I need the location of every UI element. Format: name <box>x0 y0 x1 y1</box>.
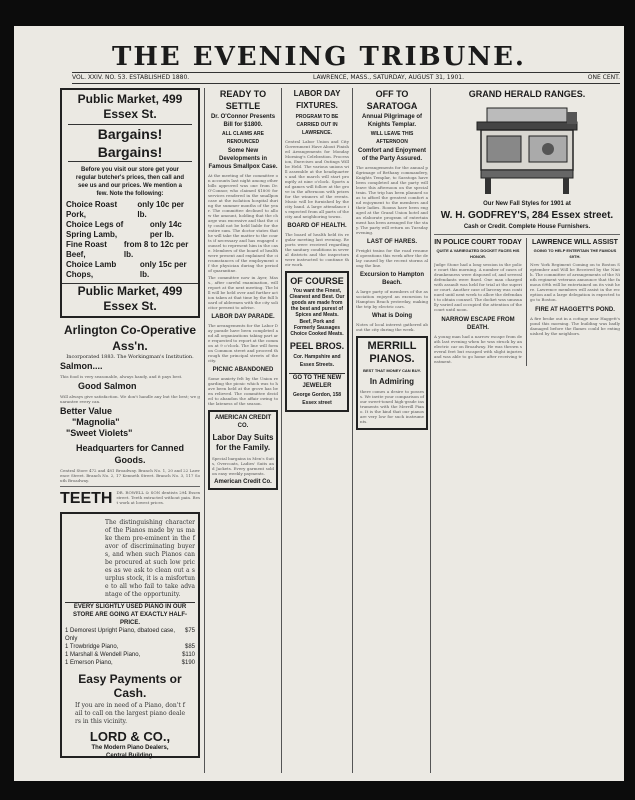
market-item: Fine Roast Beef, from 8 to 12c per lb. <box>66 240 189 259</box>
peel-address: Cor. Hampshire and Essex Streets. <box>293 354 341 368</box>
date-label: LAWRENCE, MASS., SATURDAY, AUGUST 31, 1901. <box>312 74 464 81</box>
better-value-heading: Better Value <box>60 406 113 416</box>
piano-item: 1 Demorest Upright Piano, dbatoed case, Only $75 <box>65 628 195 642</box>
article-subhead: Comfort and Enjoyment of the Party Assured. <box>357 148 426 162</box>
column-divider <box>352 88 353 773</box>
filler-text: Central Store 472 and 481 Broadway. Branch No. 1, 20 and 22 Lawrence Street. Branch No. 2, 17 Kenneth Street. Branch No. 3, 117 South Broadway. <box>60 468 200 483</box>
news-column-4 <box>356 88 428 773</box>
market-name-top: Public Market, 499 Essex St. <box>77 92 183 121</box>
filler-text: DR. ROWELL & SON dentists 294 Essex street. Teeth extracted without pain. Best work at lowest prices. <box>116 490 200 505</box>
piano-intro: The distinguishing character of the Pianos made by us make them pre-eminent in the favor of discriminating buyers, and when such Pianos can be procured at such low prices as we ask to clean out a surplus stock, it is a misfortune to all who fail to take advantage of the opportunity. <box>105 519 195 598</box>
labor-day-parade-heading: LABOR DAY PARADE. <box>211 314 275 320</box>
excursion-heading: Excursion to Hampton Beach. <box>359 272 424 286</box>
article-body: The board of health held its regular meeting last evening. Reports were received regarding the sanitary conditions in several districts and the inspectors were instructed to continue their work. <box>285 232 349 267</box>
of-course-heading: OF COURSE <box>290 276 344 286</box>
column-divider <box>281 88 282 773</box>
article-body: Notes of local interest gathered about the city during the week. <box>356 322 428 332</box>
teeth-ad <box>60 490 200 508</box>
canned-goods-heading: Headquarters for Canned Goods. <box>75 443 185 465</box>
article-subhead: ALL CLAIMS ARE RENOUNCED <box>222 131 264 145</box>
price-label: ONE CENT. <box>587 74 620 81</box>
credit-text: Special bargains in Men's Suits, Overcoats, Ladies' Suits and Jackets. Every garment sold on easy weekly payments. <box>212 456 274 476</box>
doing-heading: What is Doing <box>372 313 412 319</box>
piano-offer: If you are in need of a Piano, don't fail to call on the largest piano dealers in this vicinity. <box>75 702 185 725</box>
merrill-heading: MERRILL PIANOS. <box>367 340 417 365</box>
jeweler-subtitle: George Gordon, 158 Essex street <box>292 392 342 406</box>
column-divider <box>430 88 431 773</box>
piano-ad <box>60 512 200 758</box>
article-body: New York Regiment Coming on to Boston September and Will be Received by the Ninth. The committee of arrangements of the Ninth regiment veterans announce that the famous 69th will be entertained on its visit here. Lawrence members will assist in the reception and a large delegation is expected to go to Boston. <box>530 262 620 302</box>
market-name-bottom: Public Market, 499 Essex St. <box>62 283 198 314</box>
good-salmon-heading: Good Salmon <box>78 381 137 391</box>
filler-text: This food is very seasonable, always handy, and it pays best. <box>60 374 183 379</box>
public-market-ad <box>60 88 200 318</box>
credit-ad <box>208 410 278 490</box>
salmon-heading: Salmon.... <box>60 361 103 371</box>
masthead-title: THE EVENING TRIBUNE. <box>112 42 526 72</box>
admire-heading: In Admiring <box>369 377 415 386</box>
styles-text: Our New Fall Styles for 1901 at <box>483 201 571 207</box>
merrill-subtitle: BEST THAT MONEY CAN BUY. <box>363 368 421 373</box>
ads-column <box>60 88 200 773</box>
peel-bros-ad <box>285 271 349 412</box>
article-subhead: Dr. O'Connor Presents Bill for $1800. <box>210 114 276 128</box>
article-subhead: WILL LEAVE THIS AFTERNOON <box>370 131 414 145</box>
news-column-2 <box>208 88 278 773</box>
article-headline: READY TO SETTLE <box>219 89 267 111</box>
police-article <box>434 238 522 366</box>
piano-item: 1 Emerson Piano, $190 <box>65 660 195 666</box>
piano-item: 1 Trowbridge Piano, $85 <box>65 644 195 650</box>
market-intro: Before you visit our store get your regular butcher's prices, then call and see us and our prices. We mention a few. Note the following: <box>75 167 185 197</box>
article-subhead: Annual Pilgrimage of Knights Templar. <box>361 114 422 128</box>
newspaper-page <box>14 26 624 781</box>
police-heading: IN POLICE COURT TODAY <box>434 239 522 246</box>
piano-title: EVERY SLIGHTLY USED PIANO IN OUR STORE ARE GOING AT EXACTLY HALF-PRICE. <box>65 602 195 627</box>
article-body: A young man had a narrow escape from death last evening when he was struck by an electric car on Broadway. He was thrown several feet but escaped with slight injuries and was able to go home after receiving treatment. <box>434 334 522 364</box>
lawrence-heading: LAWRENCE WILL ASSIST <box>532 239 618 246</box>
market-item: Choice Roast Pork, only 10c per lb. <box>66 200 185 219</box>
masthead-rule-bottom <box>72 83 620 84</box>
course-text: You want the Finest, Cleanest and Best. Our goods are made from the best and purest of Spices and Meats. <box>289 288 345 318</box>
article-body: Some anxiety felt by the Union regarding the picnic which was to have been held at the grove has been relieved. The committee decided to abandon the affair owing to the lateness of the season. <box>208 376 278 406</box>
article-subhead: PROGRAM TO BE CARRIED OUT IN LAWRENCE. <box>295 114 339 136</box>
ranges-heading: GRAND HERALD RANGES. <box>468 89 586 99</box>
article-body: The committee now in Ayer, Mass., after careful examination, will report at the next meeting. The bill will be held over and further action taken at that time by the full board of aldermen with the city solicitor present to advise. <box>208 275 278 310</box>
volume-label: VOL. XXIV. NO. 53. ESTABLISHED 1880. <box>72 74 190 81</box>
teeth-headline: TEETH <box>60 490 113 507</box>
market-item: Choice Lamb Chops, only 15c per lb. <box>66 260 187 279</box>
stove-illustration <box>467 102 587 198</box>
masthead-rule-top <box>72 72 620 73</box>
lord-heading: LORD & CO., <box>89 729 171 744</box>
article-body: A fire broke out in a cottage near Haggett's pond this morning. The building was badly damaged before the flames could be extinguished by the neighbors. <box>530 316 620 336</box>
bargains-headline: Bargains! Bargains! <box>68 124 192 162</box>
beef-text: Beef, Pork and Formerly Sausages Choice Cooked Meats. <box>290 319 344 337</box>
godfrey-heading: W. H. GODFREY'S, 284 Essex street. <box>440 210 614 221</box>
article-body: The arrangements for the Labor Day parade have been completed and all organizations taking part are requested to report at the common at 9 o'clock. The line will form on Common street and proceed through the principal streets of the city. <box>208 323 278 363</box>
lord-subtitle: The Modern Piano Dealers, Central Building. <box>91 745 169 759</box>
police-subhead: QUITE A VARIEGATED DOCKET FACES HIS HONOR. <box>436 248 520 259</box>
narrow-escape-heading: NARROW ESCAPE FROM DEATH. <box>441 317 515 331</box>
article-body: At the meeting of the committee on accounts last night among other bills approved was one from Dr. O'Connor, who claimed $1800 for services rendered in the smallpox case at the isolation hospital during the summer months of the year. The committee declined to allow the amount, holding that the charge was excessive and that the city could not be held liable for the entire sum. The doctor states that he will take the matter to the courts if necessary and has engaged counsel to represent him in the case. Members of the board of health were present and explained the circumstances of the employment of the physician during the period of quarantine. <box>208 173 278 273</box>
article-body: Central Labor Union and City Government Have About Finished Arrangements for Monday Morning's Celebration. Procession, Exercises and Outings Will be Held. The various unions will assemble at the headquarters and the march will start promptly at nine o'clock. Sports and games will follow at the grove in the afternoon with prizes for the winners of the events. Music will be furnished by the city band. A large attendance is expected from all parts of the city and neighboring towns. <box>285 139 349 219</box>
admire-text: there comes a desire to possess. We invite your comparison of our sweet-toned high-grade instruments with the Merrill Piano. It is the kind that our pianos are very low for such instruments. <box>360 389 424 424</box>
suits-heading: Labor Day Suits for the Family. <box>212 433 274 452</box>
dateline <box>72 74 620 81</box>
news-column-5 <box>434 88 620 773</box>
coop-title: Arlington Co-Operative Ass'n. <box>63 323 196 353</box>
article-headline: LABOR DAY FIXTURES. <box>293 89 341 110</box>
easy-payments-heading: Easy Payments or Cash. <box>78 672 182 700</box>
article-body: The arrangements for the annual pilgrimage of Bethany commandery, Knights Templar, to Saratoga have been completed and the party will leave this afternoon on the special train. The trip has been planned so as to afford the greatest comfort and enjoyment to the members and their ladies. Rooms have been engaged at the Grand Union hotel and an elaborate program of entertainment has been arranged for the stay. The party will return on Tuesday evening. <box>356 165 428 235</box>
article-body: A large party of members of the association enjoyed an excursion to Hampton Beach yesterday, making the trip by electric cars. <box>356 289 428 309</box>
piano-item: 1 Marshall & Wendell Piano, $110 <box>65 652 195 658</box>
sweet-violets-heading: "Sweet Violets" <box>66 428 133 438</box>
article-body: Judge Stone had a long session in the police court this morning. A number of cases of drunkenness were disposed of, and several defendants were fined. One man charged with assault was held for trial at the superior court. Another case of larceny was continued until next week to allow the defendant to obtain counsel. The docket was unusually varied and occupied the attention of the court until noon. <box>434 262 522 312</box>
last-of-hares-heading: LAST OF HARES. <box>366 239 417 245</box>
coop-subtitle: Incorporated 1883. The Workingman's Institution. <box>66 354 194 360</box>
picnic-heading: PICNIC ABANDONED <box>212 367 274 373</box>
article-body: Freight trains for the road resumed operations this week after the delay caused by the recent storms along the line. <box>356 248 428 268</box>
fire-heading: FIRE AT HAGGETT'S POND. <box>535 307 615 313</box>
police-lawrence-section <box>434 238 620 366</box>
lawrence-article <box>526 238 620 366</box>
magnolia-heading: "Magnolia" <box>72 417 120 427</box>
jeweler-heading: GO TO THE NEW JEWELER <box>289 373 345 390</box>
merrill-ad <box>356 336 428 430</box>
filler-text: Will always give satisfaction. We don't handle any but the best; we guarantee every can. <box>60 394 200 404</box>
news-column-3 <box>285 88 349 773</box>
column-divider <box>204 88 205 773</box>
article-subhead: Some New Developments in Famous Smallpox Case. <box>208 148 278 170</box>
cash-text: Cash or Credit. Complete House Furnishers. <box>463 224 591 230</box>
peel-bros-heading: PEEL BROS. <box>289 341 345 351</box>
board-health-heading: BOARD OF HEALTH. <box>287 223 347 229</box>
credit-bottom: American Credit Co. <box>214 479 272 485</box>
lawrence-subhead: GOING TO HELP ENTERTAIN THE FAMOUS 69TH. <box>533 248 617 259</box>
article-headline: OFF TO SARATOGA <box>366 89 418 111</box>
market-item: Choice Legs of Spring Lamb, only 14c per lb. <box>66 220 182 239</box>
credit-title: AMERICAN CREDIT CO. <box>214 415 272 429</box>
